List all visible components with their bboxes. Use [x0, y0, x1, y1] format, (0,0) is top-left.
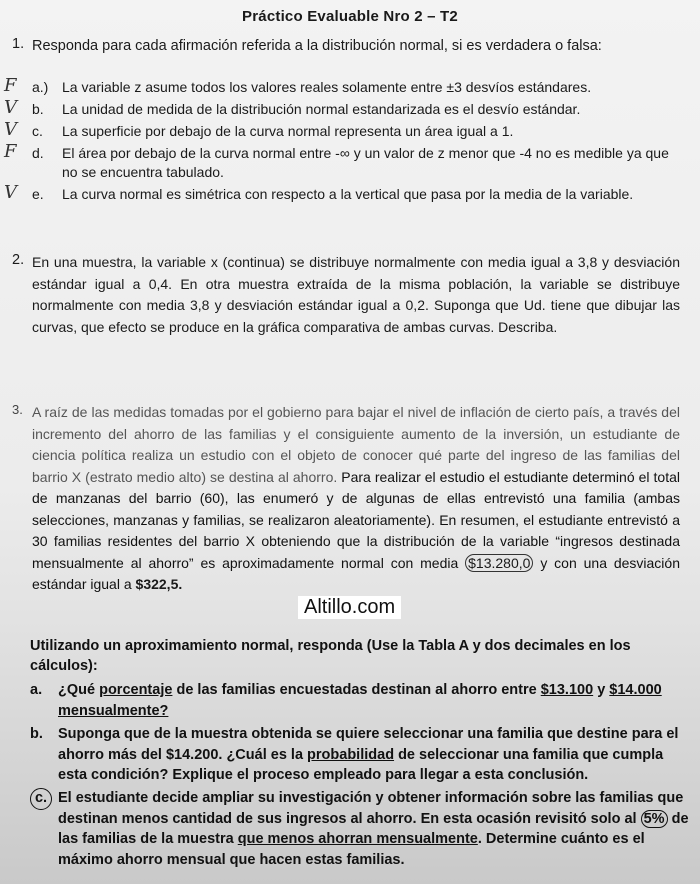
item-text: La unidad de medida de la distribución normal estandarizada es el desvío estándar.	[62, 101, 581, 117]
item-text: La superficie por debajo de la curva normal representa un área igual a 1.	[62, 123, 514, 139]
question-3-intro: A raíz de las medidas tomadas por el gobierno para bajar el nivel de inflación de cierto país, a través del incremento del ahorro de las familias y el consiguiente aumento de la inversión, un estudiante de ciencia política realiza un estudio con el objeto de conocer qué parte del ingreso de las familias del barrio X (estrato medio alto) se destina al ahorro.	[32, 404, 680, 485]
underlined-text: $13.100	[540, 682, 594, 698]
instructions: Utilizando un aproximamiento normal, responda (Use la Tabla A y dos decimales en los cálculos):	[30, 638, 631, 674]
list-item	[4, 182, 682, 204]
circled-label: c.	[30, 788, 52, 810]
item-label: d.	[32, 145, 44, 161]
underlined-text: mensualmente?	[58, 702, 169, 719]
item-label: b.	[32, 101, 44, 117]
sub-question-label	[30, 788, 56, 810]
text-fragment: de las familias encuestadas destinan al ahorro entre	[176, 682, 537, 698]
list-item	[4, 97, 682, 119]
handwritten-mark: F	[4, 75, 17, 96]
question-1-items	[4, 75, 682, 207]
item-label: c.	[32, 123, 43, 139]
item-label: e.	[32, 186, 44, 202]
handwritten-mark: V	[4, 182, 17, 203]
question-3-text	[32, 402, 680, 596]
item-text: La variable z asume todos los valores reales solamente entre ±3 desvíos estándares.	[62, 79, 592, 95]
list-item	[4, 119, 682, 141]
question-1-number: 1.	[12, 36, 25, 52]
watermark: Altillo.com	[298, 596, 401, 619]
question-3-body-2: y con una desviación estándar igual a	[32, 554, 680, 592]
list-item	[4, 141, 682, 182]
underlined-text: probabilidad	[307, 746, 395, 763]
sub-question-label: b.	[30, 726, 43, 742]
handwritten-mark: F	[4, 141, 17, 162]
text-fragment: El estudiante decide ampliar su investigación y obtener información sobre las familias que destinan menos cantidad de sus ingresos al ahorro. En esta ocasión revisitó solo al	[58, 790, 684, 827]
handwritten-mark: V	[4, 119, 17, 140]
mean-value: $13.280,0	[465, 554, 533, 572]
text-fragment: . Determine cuánto es el máximo ahorro mensual que hacen estas familias.	[58, 831, 645, 868]
underlined-text: que menos ahorran mensualmente	[237, 831, 478, 847]
text-fragment: y	[597, 682, 606, 698]
question-3-number: 3.	[12, 402, 23, 417]
text-fragment: de las familias de la muestra	[58, 810, 689, 847]
sub-question-text	[58, 788, 692, 870]
sd-value: $322,5.	[135, 576, 183, 592]
question-2-number: 2.	[12, 252, 25, 268]
item-text: La curva normal es simétrica con respecto a la vertical que pasa por la media de la variable.	[62, 186, 634, 202]
circled-percent: 5%	[641, 810, 668, 828]
text-fragment: ¿Qué	[58, 682, 96, 698]
text-fragment: de seleccionar una familia que cumpla esta condición? Explique el proceso empleado para llegar a esta conclusión.	[58, 746, 664, 783]
text-fragment: Suponga que de la muestra obtenida se quiere seleccionar una familia que destine para el ahorro más del $14.200. ¿Cuál es la	[58, 726, 679, 763]
question-1-text: Responda para cada afirmación referida a la distribución normal, si es verdadera o falsa:	[32, 38, 602, 54]
handwritten-mark: V	[4, 97, 17, 118]
question-2-text: En una muestra, la variable x (continua) se distribuye normalmente con media igual a 3,8 y desviación estándar igual a 0,4. En otra muestra extraída de la misma población, la variable se distribuye normalmente con media 3,8 y desviación estándar igual a 0,2. Suponga que Ud. tiene que dibujar las curvas, que efecto se produce en la gráfica comparativa de ambas curvas. Describa.	[32, 254, 680, 335]
list-item	[4, 75, 682, 97]
question-3-body: Para realizar el estudio el estudiante determinó el total de manzanas del barrio (60), las enumeró y de algunas de ellas entrevistó una familia (ambas selecciones, manzanas y familias, se realizaron aleatoriamente). En resumen, el estudiante entrevistó a 30 familias residentes del barrio X obteniendo que la distribución de la variable “ingresos destinada mensualmente al ahorro” es aproximadamente normal con media	[32, 468, 681, 571]
underlined-text: $14.000	[609, 682, 662, 698]
sub-question-text	[58, 724, 692, 786]
sub-question-label: a.	[30, 682, 43, 698]
sub-question-text	[58, 680, 692, 721]
item-text: El área por debajo de la curva normal entre -∞ y un valor de z menor que -4 no es medible ya que no se encuentra tabulado.	[62, 145, 669, 180]
item-label: a.)	[32, 79, 49, 95]
page-title: Práctico Evaluable Nro 2 – T2	[242, 8, 458, 25]
underlined-text: porcentaje	[99, 682, 173, 698]
